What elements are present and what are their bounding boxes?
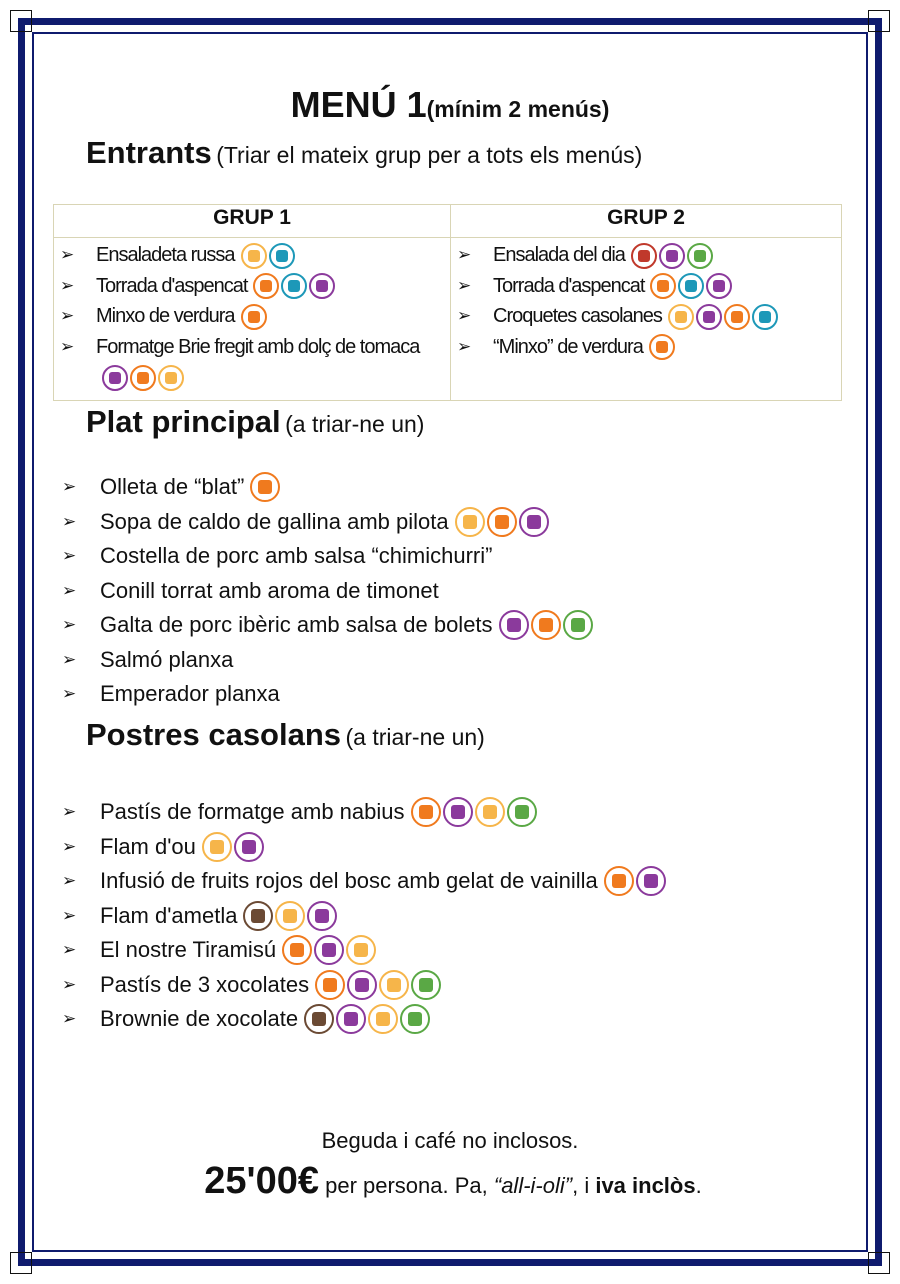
milk-allergen-icon <box>336 1004 366 1034</box>
allergen-icons <box>631 243 713 269</box>
bullet-arrow-icon: ➢ <box>62 615 77 634</box>
bullet-arrow-icon: ➢ <box>62 684 77 703</box>
menu-item-text: Olleta de “blat” <box>100 474 245 499</box>
postres-list <box>62 795 666 1037</box>
allergen-icons <box>650 273 732 299</box>
menu-title-main: MENÚ 1 <box>290 84 427 125</box>
egg-allergen-icon <box>368 1004 398 1034</box>
menu-item-text: “Minxo” de verdura <box>493 335 643 358</box>
bullet-arrow-icon: ➢ <box>62 580 77 600</box>
allergen-icons <box>243 901 337 931</box>
menu-item <box>62 505 593 540</box>
gluten-allergen-icon <box>724 304 750 330</box>
menu-item-text: Infusió de fruits rojos del bosc amb gelat de vainilla <box>100 868 598 893</box>
menu-item <box>62 643 593 678</box>
grup2-list <box>457 240 837 362</box>
grup1-cell <box>54 238 451 401</box>
menu-item-text: Ensalada del dia <box>493 244 625 266</box>
menu-item <box>457 271 837 302</box>
gluten-allergen-icon <box>531 610 561 640</box>
milk-allergen-icon <box>696 304 722 330</box>
bullet-arrow-icon: ➢ <box>457 245 471 264</box>
menu-item <box>60 332 446 393</box>
egg-allergen-icon <box>668 304 694 330</box>
fish-allergen-icon <box>752 304 778 330</box>
bullet-arrow-icon: ➢ <box>62 546 77 565</box>
bullet-arrow-icon: ➢ <box>62 649 77 669</box>
corner-ornament <box>10 10 32 32</box>
price: 25'00€ <box>204 1160 319 1202</box>
allergen-icons <box>315 970 441 1000</box>
corner-ornament <box>868 1252 890 1274</box>
menu-item <box>457 332 837 363</box>
egg-allergen-icon <box>275 901 305 931</box>
gluten-allergen-icon <box>650 273 676 299</box>
egg-allergen-icon <box>475 797 505 827</box>
egg-allergen-icon <box>202 832 232 862</box>
section-heading: Entrants <box>86 135 212 170</box>
menu-item <box>62 677 593 712</box>
milk-allergen-icon <box>314 935 344 965</box>
milk-allergen-icon <box>307 901 337 931</box>
allergen-icons <box>102 365 184 391</box>
milk-allergen-icon <box>102 365 128 391</box>
fish-allergen-icon <box>678 273 704 299</box>
bullet-arrow-icon: ➢ <box>62 974 77 994</box>
drinks-note: Beguda i café no inclosos. <box>321 1128 579 1153</box>
principal-list <box>62 470 593 712</box>
bullet-arrow-icon: ➢ <box>62 836 77 856</box>
bullet-arrow-icon: ➢ <box>457 275 471 295</box>
fish-allergen-icon <box>269 243 295 269</box>
egg-allergen-icon <box>158 365 184 391</box>
entrants-table <box>53 204 842 401</box>
gluten-allergen-icon <box>241 304 267 330</box>
menu-item-text: Conill torrat amb aroma de timonet <box>100 577 439 603</box>
celery-allergen-icon <box>687 243 713 269</box>
bullet-arrow-icon: ➢ <box>457 306 471 325</box>
menu-item-text: Galta de porc ibèric amb salsa de bolets <box>100 612 493 637</box>
price-text-iva: iva inclòs <box>595 1173 696 1198</box>
grup1-header: GRUP 1 <box>54 205 451 238</box>
bullet-arrow-icon: ➢ <box>62 511 77 531</box>
section-heading: Plat principal <box>86 404 281 439</box>
bullet-arrow-icon: ➢ <box>62 802 77 821</box>
mustard-allergen-icon <box>631 243 657 269</box>
egg-allergen-icon <box>346 935 376 965</box>
celery-allergen-icon <box>411 970 441 1000</box>
milk-allergen-icon <box>519 507 549 537</box>
menu-item <box>457 240 837 271</box>
allergen-icons <box>250 472 280 502</box>
price-text-mid: , i <box>572 1173 596 1198</box>
bullet-arrow-icon: ➢ <box>62 940 77 959</box>
menu-item <box>62 470 593 505</box>
menu-item <box>62 968 666 1003</box>
gluten-allergen-icon <box>250 472 280 502</box>
gluten-allergen-icon <box>487 507 517 537</box>
menu-item <box>62 795 666 830</box>
bullet-arrow-icon: ➢ <box>60 275 74 295</box>
celery-allergen-icon <box>563 610 593 640</box>
gluten-allergen-icon <box>411 797 441 827</box>
menu-item-text: Salmó planxa <box>100 646 234 672</box>
grup1-list <box>60 240 446 393</box>
milk-allergen-icon <box>347 970 377 1000</box>
price-line <box>0 1160 900 1203</box>
bullet-arrow-icon: ➢ <box>62 1009 77 1028</box>
menu-item-text: Flam d'ou <box>100 833 196 859</box>
price-text-end: . <box>695 1173 702 1198</box>
menu-title <box>0 84 900 126</box>
fish-allergen-icon <box>281 273 307 299</box>
menu-item-text: Costella de porc amb salsa “chimichurri” <box>100 543 493 568</box>
allergen-icons <box>499 610 593 640</box>
milk-allergen-icon <box>234 832 264 862</box>
gluten-allergen-icon <box>649 334 675 360</box>
bullet-arrow-icon: ➢ <box>62 905 77 925</box>
menu-item-text: Emperador planxa <box>100 681 280 706</box>
menu-item-text: Croquetes casolanes <box>493 305 662 327</box>
menu-item <box>62 864 666 899</box>
milk-allergen-icon <box>443 797 473 827</box>
milk-allergen-icon <box>659 243 685 269</box>
bullet-arrow-icon: ➢ <box>60 336 74 356</box>
menu-item <box>62 899 666 934</box>
section-note: (a triar-ne un) <box>345 724 485 750</box>
bullet-arrow-icon: ➢ <box>60 245 74 264</box>
gluten-allergen-icon <box>604 866 634 896</box>
section-entrants <box>86 135 642 171</box>
menu-item-text: Torrada d'aspencat <box>96 274 248 297</box>
celery-allergen-icon <box>400 1004 430 1034</box>
menu-item-text: Brownie de xocolate <box>100 1006 299 1031</box>
bullet-arrow-icon: ➢ <box>62 477 77 496</box>
allergen-icons <box>604 866 666 896</box>
egg-allergen-icon <box>241 243 267 269</box>
menu-item <box>60 301 446 332</box>
corner-ornament <box>868 10 890 32</box>
menu-item <box>62 574 593 609</box>
milk-allergen-icon <box>706 273 732 299</box>
gluten-allergen-icon <box>315 970 345 1000</box>
milk-allergen-icon <box>636 866 666 896</box>
allergen-icons <box>649 334 675 360</box>
bullet-arrow-icon: ➢ <box>62 871 77 890</box>
menu-item-text: Sopa de caldo de gallina amb pilota <box>100 508 449 534</box>
menu-item <box>62 608 593 643</box>
menu-item-text: Pastís de formatge amb nabius <box>100 799 405 824</box>
allergen-icons <box>282 935 376 965</box>
allergen-icons <box>411 797 537 827</box>
menu-item <box>60 240 446 271</box>
price-text-pre: per persona. Pa, <box>318 1173 494 1198</box>
section-principal <box>86 404 424 440</box>
price-text-allioli: “all-i-oli” <box>493 1173 573 1198</box>
nuts-allergen-icon <box>304 1004 334 1034</box>
allergen-icons <box>241 304 267 330</box>
menu-item <box>60 271 446 302</box>
celery-allergen-icon <box>507 797 537 827</box>
gluten-allergen-icon <box>282 935 312 965</box>
menu-item <box>62 1002 666 1037</box>
grup2-cell <box>451 238 842 401</box>
bullet-arrow-icon: ➢ <box>457 336 471 356</box>
allergen-icons <box>241 243 295 269</box>
allergen-icons <box>253 273 335 299</box>
egg-allergen-icon <box>379 970 409 1000</box>
milk-allergen-icon <box>309 273 335 299</box>
section-heading: Postres casolans <box>86 717 342 752</box>
menu-item-text: Torrada d'aspencat <box>493 274 645 297</box>
menu-item-text: Pastís de 3 xocolates <box>100 971 310 997</box>
menu-item-text: Ensaladeta russa <box>96 244 235 266</box>
section-note: (Triar el mateix grup per a tots els menús) <box>216 142 643 168</box>
section-postres <box>86 717 485 753</box>
menu-item <box>62 933 666 968</box>
gluten-allergen-icon <box>253 273 279 299</box>
menu-title-note: (mínim 2 menús) <box>426 96 610 122</box>
allergen-icons <box>668 304 778 330</box>
nuts-allergen-icon <box>243 901 273 931</box>
allergen-icons <box>304 1004 430 1034</box>
menu-item <box>62 539 593 574</box>
menu-item-text: Formatge Brie fregit amb dolç de tomaca <box>96 335 420 358</box>
menu-item-text: Flam d'ametla <box>100 902 238 928</box>
grup2-header: GRUP 2 <box>451 205 842 238</box>
allergen-icons <box>202 832 264 862</box>
section-note: (a triar-ne un) <box>285 411 425 437</box>
corner-ornament <box>10 1252 32 1274</box>
menu-item <box>457 301 837 332</box>
bullet-arrow-icon: ➢ <box>60 306 74 325</box>
menu-item-text: El nostre Tiramisú <box>100 937 277 962</box>
menu-item <box>62 830 666 865</box>
allergen-icons <box>455 507 549 537</box>
gluten-allergen-icon <box>130 365 156 391</box>
menu-item-text: Minxo de verdura <box>96 305 235 327</box>
milk-allergen-icon <box>499 610 529 640</box>
egg-allergen-icon <box>455 507 485 537</box>
